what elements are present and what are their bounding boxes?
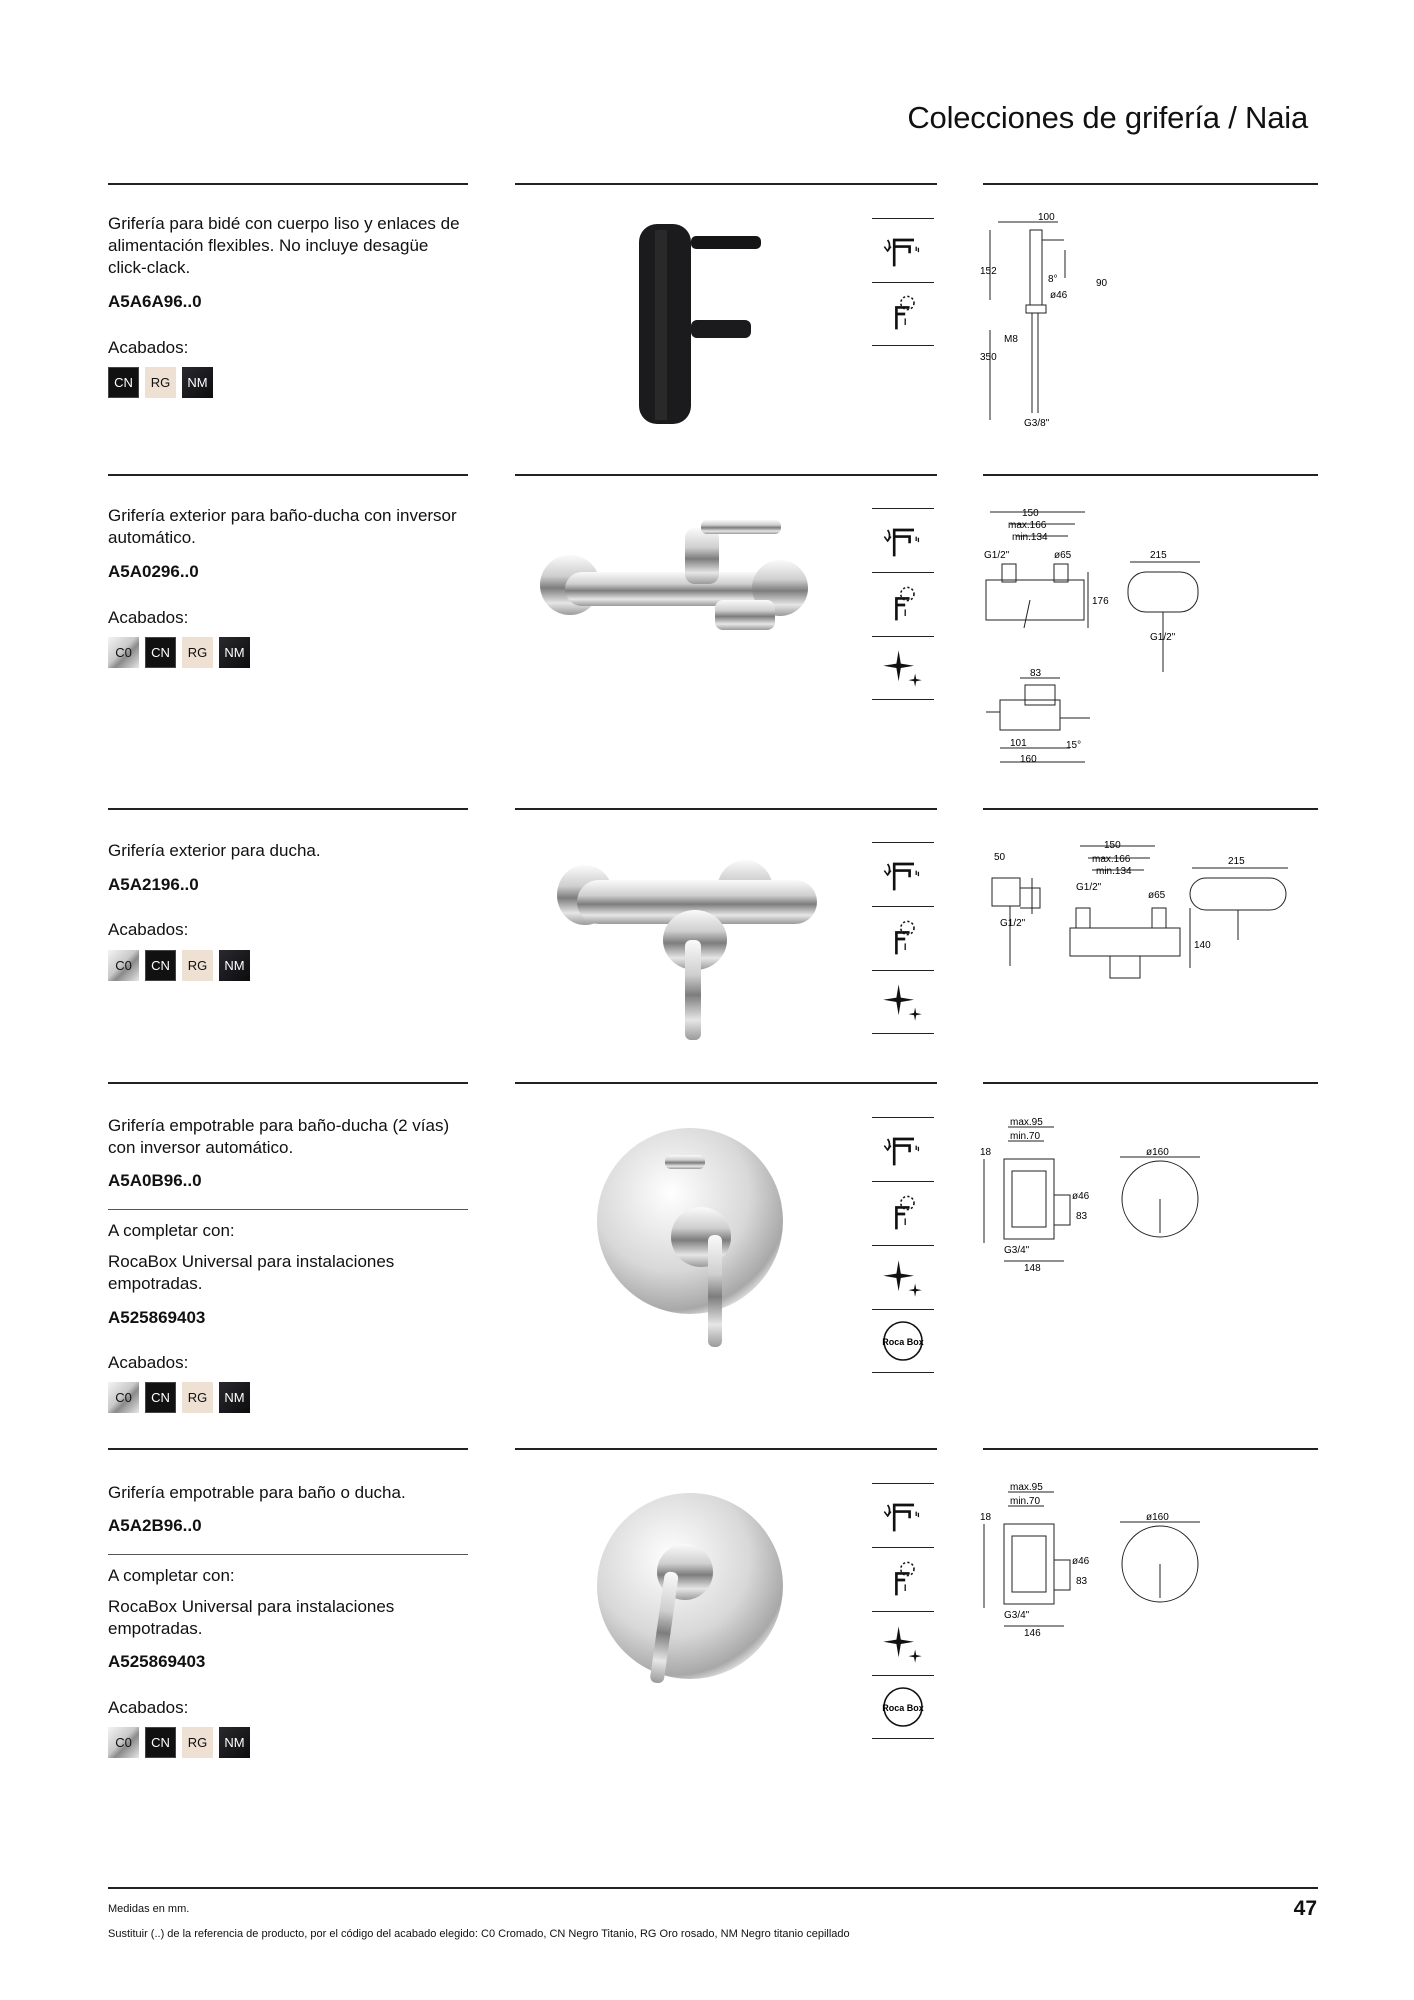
svg-text:215: 215 bbox=[1150, 550, 1167, 561]
finishes-swatches bbox=[108, 950, 250, 981]
svg-text:146: 146 bbox=[1024, 1628, 1041, 1639]
cold-start-icon bbox=[872, 906, 934, 970]
svg-text:148: 148 bbox=[1024, 1263, 1041, 1274]
finish-swatch-c0: C0 bbox=[108, 950, 139, 981]
concealed-bath-or-shower-mixer-image bbox=[515, 1480, 845, 1710]
svg-text:101: 101 bbox=[1010, 738, 1027, 749]
flow-limiter-icon bbox=[872, 842, 934, 906]
svg-text:100: 100 bbox=[1038, 212, 1055, 223]
svg-text:min.134: min.134 bbox=[1012, 532, 1048, 543]
complete-with-label: A completar con: bbox=[108, 1221, 235, 1240]
feature-icons bbox=[872, 508, 934, 700]
technical-drawing bbox=[980, 1115, 1210, 1275]
sparkle-icon bbox=[872, 970, 934, 1034]
svg-text:M8: M8 bbox=[1004, 334, 1018, 345]
finish-swatch-nm: NM bbox=[219, 950, 250, 981]
section-divider bbox=[108, 1209, 468, 1210]
product-description: Grifería exterior para baño-ducha con inversor automático. bbox=[108, 506, 457, 547]
product-description: Grifería empotrable para baño-ducha (2 vías) con inversor automático. bbox=[108, 1116, 450, 1157]
svg-text:G1/2": G1/2" bbox=[1150, 632, 1176, 643]
finish-swatch-nm: NM bbox=[219, 1382, 250, 1413]
shower-mixer-image bbox=[515, 840, 845, 1050]
flow-limiter-icon bbox=[872, 1483, 934, 1547]
finishes-label: Acabados: bbox=[108, 608, 189, 627]
section-rule bbox=[515, 183, 937, 185]
cold-start-icon bbox=[872, 1181, 934, 1245]
feature-icons bbox=[872, 218, 934, 346]
svg-text:ø160: ø160 bbox=[1146, 1147, 1169, 1158]
sparkle-icon bbox=[872, 1611, 934, 1675]
svg-text:ø65: ø65 bbox=[1148, 890, 1166, 901]
finish-swatch-cn: CN bbox=[145, 637, 176, 668]
finishes-label: Acabados: bbox=[108, 338, 189, 357]
footer-measurements-note: Medidas en mm. bbox=[108, 1903, 190, 1915]
complete-with-reference: A525869403 bbox=[108, 1652, 206, 1671]
section-rule bbox=[108, 1448, 468, 1450]
svg-text:15°: 15° bbox=[1066, 740, 1082, 751]
flow-limiter-icon bbox=[872, 508, 934, 572]
svg-text:ø46: ø46 bbox=[1072, 1191, 1090, 1202]
section-rule bbox=[515, 1448, 937, 1450]
svg-text:min.70: min.70 bbox=[1010, 1496, 1041, 1507]
svg-text:18: 18 bbox=[980, 1512, 992, 1523]
complete-with-description: RocaBox Universal para instalaciones empotradas. bbox=[108, 1252, 395, 1293]
svg-text:min.134: min.134 bbox=[1096, 866, 1132, 877]
cold-start-icon bbox=[872, 1547, 934, 1611]
sparkle-icon bbox=[872, 636, 934, 700]
complete-with-label: A completar con: bbox=[108, 1566, 235, 1585]
finish-swatch-c0: C0 bbox=[108, 1727, 139, 1758]
technical-drawing bbox=[980, 1480, 1210, 1640]
svg-text:150: 150 bbox=[1104, 840, 1121, 851]
section-rule bbox=[108, 1082, 468, 1084]
svg-text:G3/4": G3/4" bbox=[1004, 1245, 1030, 1256]
product-reference: A5A0296..0 bbox=[108, 562, 199, 581]
rocabox-icon bbox=[872, 1675, 934, 1739]
product-description: Grifería empotrable para baño o ducha. bbox=[108, 1483, 406, 1502]
svg-text:Roca Box: Roca Box bbox=[882, 1337, 924, 1347]
svg-text:G1/2": G1/2" bbox=[1000, 918, 1026, 929]
svg-text:max.95: max.95 bbox=[1010, 1117, 1043, 1128]
section-rule bbox=[983, 474, 1318, 476]
finish-swatch-cn: CN bbox=[145, 1382, 176, 1413]
section-rule bbox=[983, 1082, 1318, 1084]
finish-swatch-rg: RG bbox=[182, 637, 213, 668]
section-divider bbox=[108, 1554, 468, 1555]
product-description: Grifería exterior para ducha. bbox=[108, 841, 321, 860]
complete-with-reference: A525869403 bbox=[108, 1308, 206, 1327]
svg-text:max.166: max.166 bbox=[1092, 854, 1131, 865]
svg-text:ø46: ø46 bbox=[1050, 290, 1068, 301]
section-rule bbox=[108, 183, 468, 185]
svg-text:215: 215 bbox=[1228, 856, 1245, 867]
technical-drawing bbox=[980, 210, 1120, 440]
section-rule bbox=[515, 808, 937, 810]
finishes-swatches bbox=[108, 637, 250, 668]
svg-text:90: 90 bbox=[1096, 278, 1108, 289]
finish-swatch-cn: CN bbox=[145, 1727, 176, 1758]
section-rule bbox=[983, 808, 1318, 810]
svg-text:83: 83 bbox=[1076, 1576, 1088, 1587]
svg-text:176: 176 bbox=[1092, 596, 1109, 607]
feature-icons bbox=[872, 1117, 934, 1373]
product-reference: A5A0B96..0 bbox=[108, 1171, 202, 1190]
page-number: 47 bbox=[1293, 1897, 1317, 1920]
svg-text:150: 150 bbox=[1022, 508, 1039, 519]
bath-shower-mixer-image bbox=[515, 500, 845, 670]
svg-text:G3/4": G3/4" bbox=[1004, 1610, 1030, 1621]
svg-text:min.70: min.70 bbox=[1010, 1131, 1041, 1142]
rocabox-icon bbox=[872, 1309, 934, 1373]
svg-text:160: 160 bbox=[1020, 754, 1037, 765]
footer-reference-note: Sustituir (..) de la referencia de producto, por el código del acabado elegido: C0 Cromado, CN Negro Titanio, RG Oro rosado, NM Negro titanio cepillado bbox=[108, 1928, 850, 1940]
flow-limiter-icon bbox=[872, 218, 934, 282]
svg-text:max.166: max.166 bbox=[1008, 520, 1047, 531]
finishes-label: Acabados: bbox=[108, 1698, 189, 1717]
svg-text:max.95: max.95 bbox=[1010, 1482, 1043, 1493]
svg-text:Roca Box: Roca Box bbox=[882, 1703, 924, 1713]
finishes-label: Acabados: bbox=[108, 920, 189, 939]
svg-text:350: 350 bbox=[980, 352, 997, 363]
finish-swatch-rg: RG bbox=[182, 1382, 213, 1413]
finish-swatch-c0: C0 bbox=[108, 1382, 139, 1413]
svg-text:ø46: ø46 bbox=[1072, 1556, 1090, 1567]
svg-text:G1/2": G1/2" bbox=[984, 550, 1010, 561]
feature-icons bbox=[872, 842, 934, 1034]
finish-swatch-rg: RG bbox=[182, 1727, 213, 1758]
product-reference: A5A2196..0 bbox=[108, 875, 199, 894]
svg-text:8°: 8° bbox=[1048, 274, 1058, 285]
finish-swatch-nm: NM bbox=[182, 367, 213, 398]
svg-text:ø65: ø65 bbox=[1054, 550, 1072, 561]
finishes-label: Acabados: bbox=[108, 1353, 189, 1372]
product-reference: A5A2B96..0 bbox=[108, 1516, 202, 1535]
finishes-swatches bbox=[108, 367, 213, 398]
section-rule bbox=[108, 808, 468, 810]
svg-text:83: 83 bbox=[1076, 1211, 1088, 1222]
cold-start-icon bbox=[872, 572, 934, 636]
product-description: Grifería para bidé con cuerpo liso y enlaces de alimentación flexibles. No incluye desagüe click-clack. bbox=[108, 214, 460, 277]
section-rule bbox=[515, 1082, 937, 1084]
bidet-faucet-image bbox=[515, 210, 845, 440]
svg-text:152: 152 bbox=[980, 266, 997, 277]
product-reference: A5A6A96..0 bbox=[108, 292, 202, 311]
svg-text:140: 140 bbox=[1194, 940, 1211, 951]
cold-start-icon bbox=[872, 282, 934, 346]
finish-swatch-c0: C0 bbox=[108, 637, 139, 668]
concealed-bath-shower-mixer-image bbox=[515, 1115, 845, 1355]
finishes-swatches bbox=[108, 1727, 250, 1758]
feature-icons bbox=[872, 1483, 934, 1739]
finish-swatch-rg: RG bbox=[182, 950, 213, 981]
svg-text:50: 50 bbox=[994, 852, 1006, 863]
svg-text:G1/2": G1/2" bbox=[1076, 882, 1102, 893]
sparkle-icon bbox=[872, 1245, 934, 1309]
finishes-swatches bbox=[108, 1382, 250, 1413]
section-rule bbox=[983, 1448, 1318, 1450]
technical-drawing bbox=[980, 838, 1300, 988]
finish-swatch-nm: NM bbox=[219, 1727, 250, 1758]
technical-drawing bbox=[980, 500, 1230, 770]
complete-with-description: RocaBox Universal para instalaciones empotradas. bbox=[108, 1597, 395, 1638]
finish-swatch-nm: NM bbox=[219, 637, 250, 668]
footer-rule bbox=[108, 1887, 1318, 1889]
flow-limiter-icon bbox=[872, 1117, 934, 1181]
section-rule bbox=[108, 474, 468, 476]
finish-swatch-cn: CN bbox=[145, 950, 176, 981]
svg-text:83: 83 bbox=[1030, 668, 1042, 679]
page-title: Colecciones de grifería / Naia bbox=[907, 100, 1308, 135]
finish-swatch-cn: CN bbox=[108, 367, 139, 398]
finish-swatch-rg: RG bbox=[145, 367, 176, 398]
svg-text:G3/8": G3/8" bbox=[1024, 418, 1050, 429]
section-rule bbox=[515, 474, 937, 476]
svg-text:18: 18 bbox=[980, 1147, 992, 1158]
section-rule bbox=[983, 183, 1318, 185]
svg-text:ø160: ø160 bbox=[1146, 1512, 1169, 1523]
